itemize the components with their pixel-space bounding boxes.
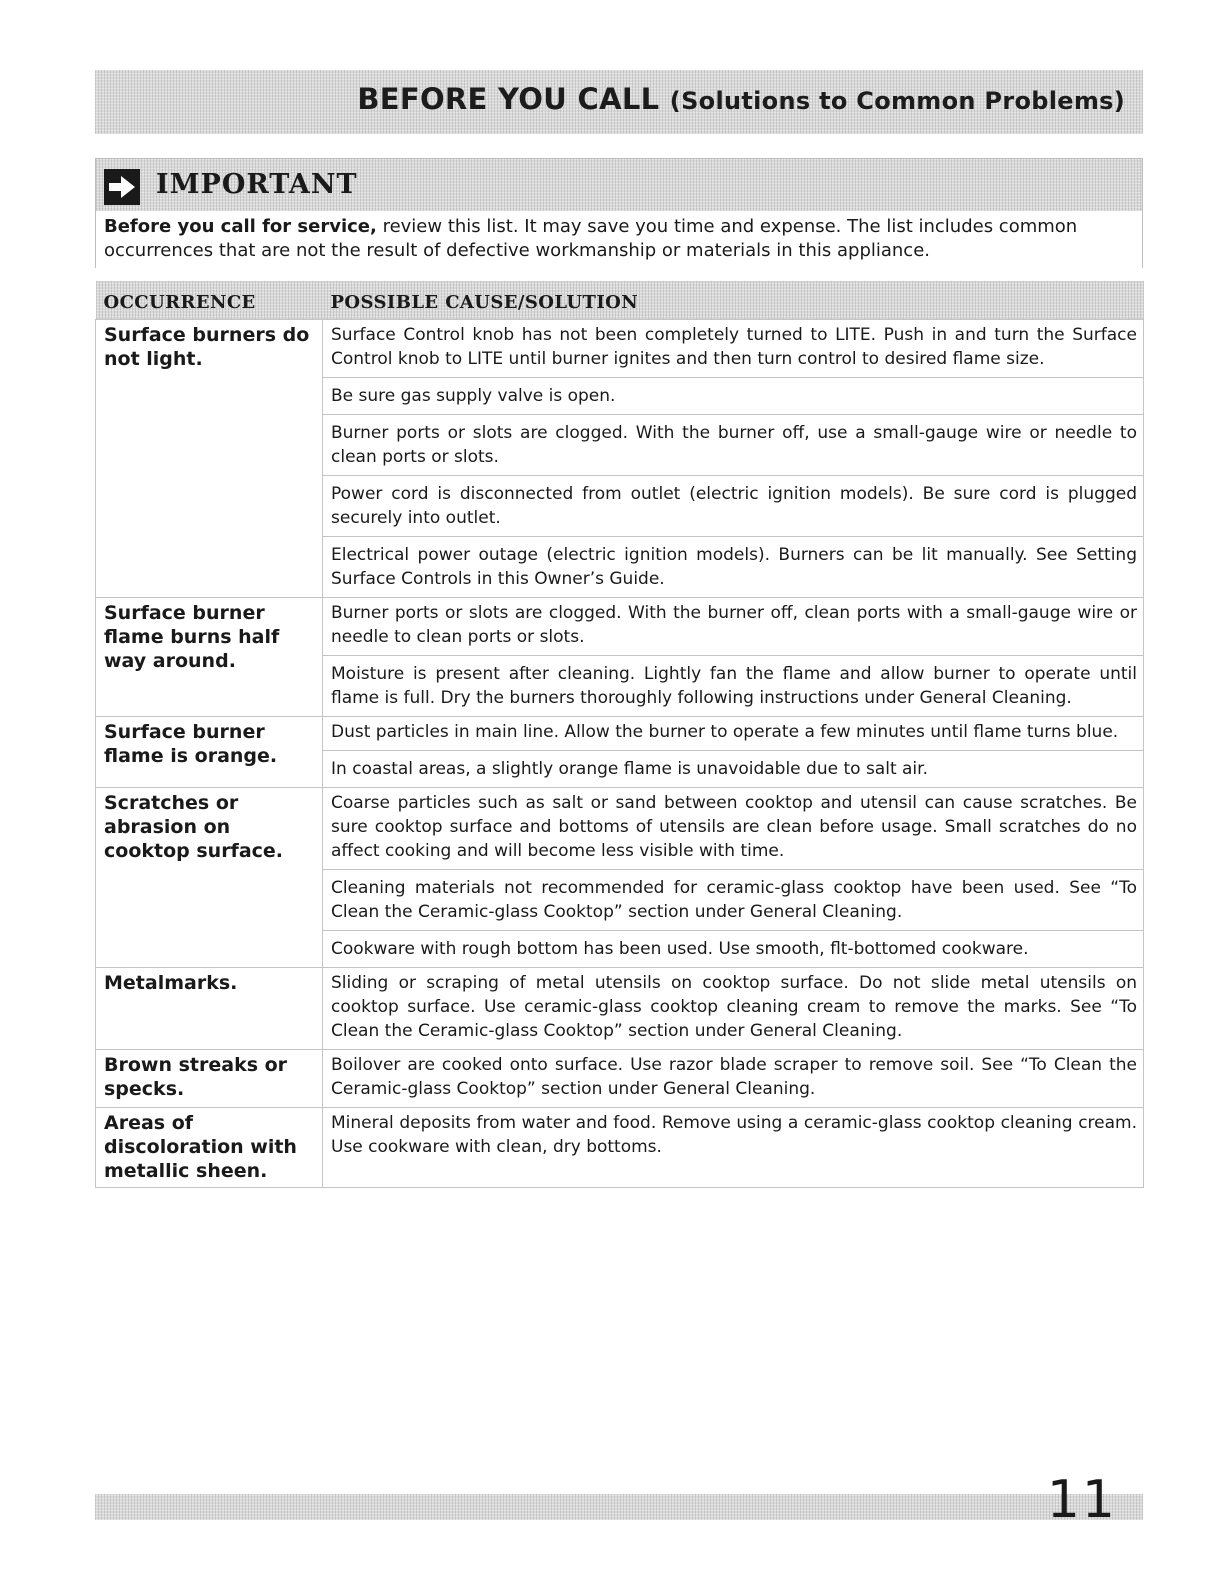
- solution-cell: [323, 1050, 1144, 1108]
- footer-bar: [95, 1494, 1143, 1520]
- solution-cell: [323, 1108, 1144, 1188]
- occurrence-cell: Metalmarks.: [96, 968, 323, 1050]
- solution-cell: [323, 968, 1144, 1050]
- occurrence-cell: Surface burners do not light.: [96, 320, 323, 598]
- page-subtitle: (Solutions to Common Problems): [669, 87, 1125, 115]
- solution-item: Be sure gas supply valve is open.: [323, 378, 1143, 415]
- important-label: IMPORTANT: [156, 169, 358, 200]
- solution-cell: [323, 598, 1144, 717]
- header-solution: POSSIBLE CAUSE/SOLUTION: [330, 291, 639, 313]
- occurrence-cell: Surface burner flame burns half way around.: [96, 598, 323, 717]
- page-banner: [95, 70, 1143, 134]
- header-occurrence: OCCURRENCE: [103, 291, 256, 313]
- solution-item: Cleaning materials not recommended for ceramic-glass cooktop have been used. See “To Clean the Ceramic-glass Cooktop” section under General Cleaning.: [323, 870, 1143, 931]
- solution-item: Cookware with rough bottom has been used. Use smooth, flt-bottomed cookware.: [331, 939, 1029, 959]
- solution-item: Electrical power outage (electric ignition models). Burners can be lit manually. See Setting Surface Controls in this Owner’s Guide.: [331, 545, 1137, 589]
- occurrence-cell: Scratches or abrasion on cooktop surface.: [96, 788, 323, 968]
- solution-item: Mineral deposits from water and food. Remove using a ceramic-glass cooktop cleaning cream. Use cookware with clean, dry bottoms.: [331, 1113, 1137, 1157]
- solution-item: Power cord is disconnected from outlet (electric ignition models). Be sure cord is plugged securely into outlet.: [323, 476, 1143, 537]
- table-row: [96, 1108, 1144, 1188]
- table-row: [96, 598, 1144, 717]
- occurrence-cell: Surface burner flame is orange.: [96, 717, 323, 788]
- occurrence-cell: Areas of discoloration with metallic sheen.: [96, 1108, 323, 1188]
- solution-cell: [323, 717, 1144, 788]
- solution-item: Coarse particles such as salt or sand between cooktop and utensil can cause scratches. Be sure cooktop surface and bottoms of utensils are clean before usage. Small scratches do no affect cooking and will become less visible with time.: [323, 791, 1143, 870]
- arrow-right-icon: [104, 169, 140, 205]
- solution-item: Sliding or scraping of metal utensils on cooktop surface. Do not slide metal utensils on cooktop surface. Use ceramic-glass cooktop cleaning cream to remove the marks. See “To Clean the Ceramic-glass Cooktop” section under General Cleaning.: [331, 973, 1137, 1041]
- solution-item: Burner ports or slots are clogged. With the burner off, use a small-gauge wire or needle to clean ports or slots.: [323, 415, 1143, 476]
- table-header-row: [96, 281, 1144, 320]
- troubleshooting-table-wrap: [95, 281, 1143, 1188]
- table-body: [96, 320, 1144, 1188]
- solution-item: Moisture is present after cleaning. Lightly fan the flame and allow burner to operate until flame is full. Dry the burners thoroughly following instructions under General Cleaning.: [331, 664, 1137, 708]
- important-text: [96, 211, 1142, 268]
- solution-cell: [323, 788, 1144, 968]
- solution-item: Burner ports or slots are clogged. With the burner off, clean ports with a small-gauge wire or needle to clean ports or slots.: [323, 601, 1143, 656]
- page-title: BEFORE YOU CALL (Solutions to Common Problems): [357, 82, 1125, 116]
- table-row: [96, 1050, 1144, 1108]
- solution-cell: [323, 320, 1144, 598]
- solution-item: Boilover are cooked onto surface. Use razor blade scraper to remove soil. See “To Clean the Ceramic-glass Cooktop” section under General Cleaning.: [331, 1055, 1137, 1099]
- table-row: [96, 717, 1144, 788]
- important-notice: [95, 158, 1143, 268]
- table-row: [96, 968, 1144, 1050]
- important-body: review this list. It may save you time and expense. The list includes common occurrences that are not the result of defective workmanship or materials in this appliance.: [104, 216, 1078, 261]
- solution-item: In coastal areas, a slightly orange flame is unavoidable due to salt air.: [331, 759, 928, 779]
- important-lead: Before you call for service,: [104, 216, 377, 237]
- occurrence-cell: Brown streaks or specks.: [96, 1050, 323, 1108]
- solution-item: Surface Control knob has not been completely turned to LITE. Push in and turn the Surface Control knob to LITE until burner ignites and then turn control to desired flame size.: [323, 323, 1143, 378]
- important-header: [96, 159, 1142, 211]
- table-row: [96, 788, 1144, 968]
- troubleshooting-table: [95, 281, 1144, 1188]
- solution-item: Dust particles in main line. Allow the burner to operate a few minutes until flame turns blue.: [323, 720, 1143, 751]
- page-number: 11: [1046, 1470, 1117, 1530]
- table-row: [96, 320, 1144, 598]
